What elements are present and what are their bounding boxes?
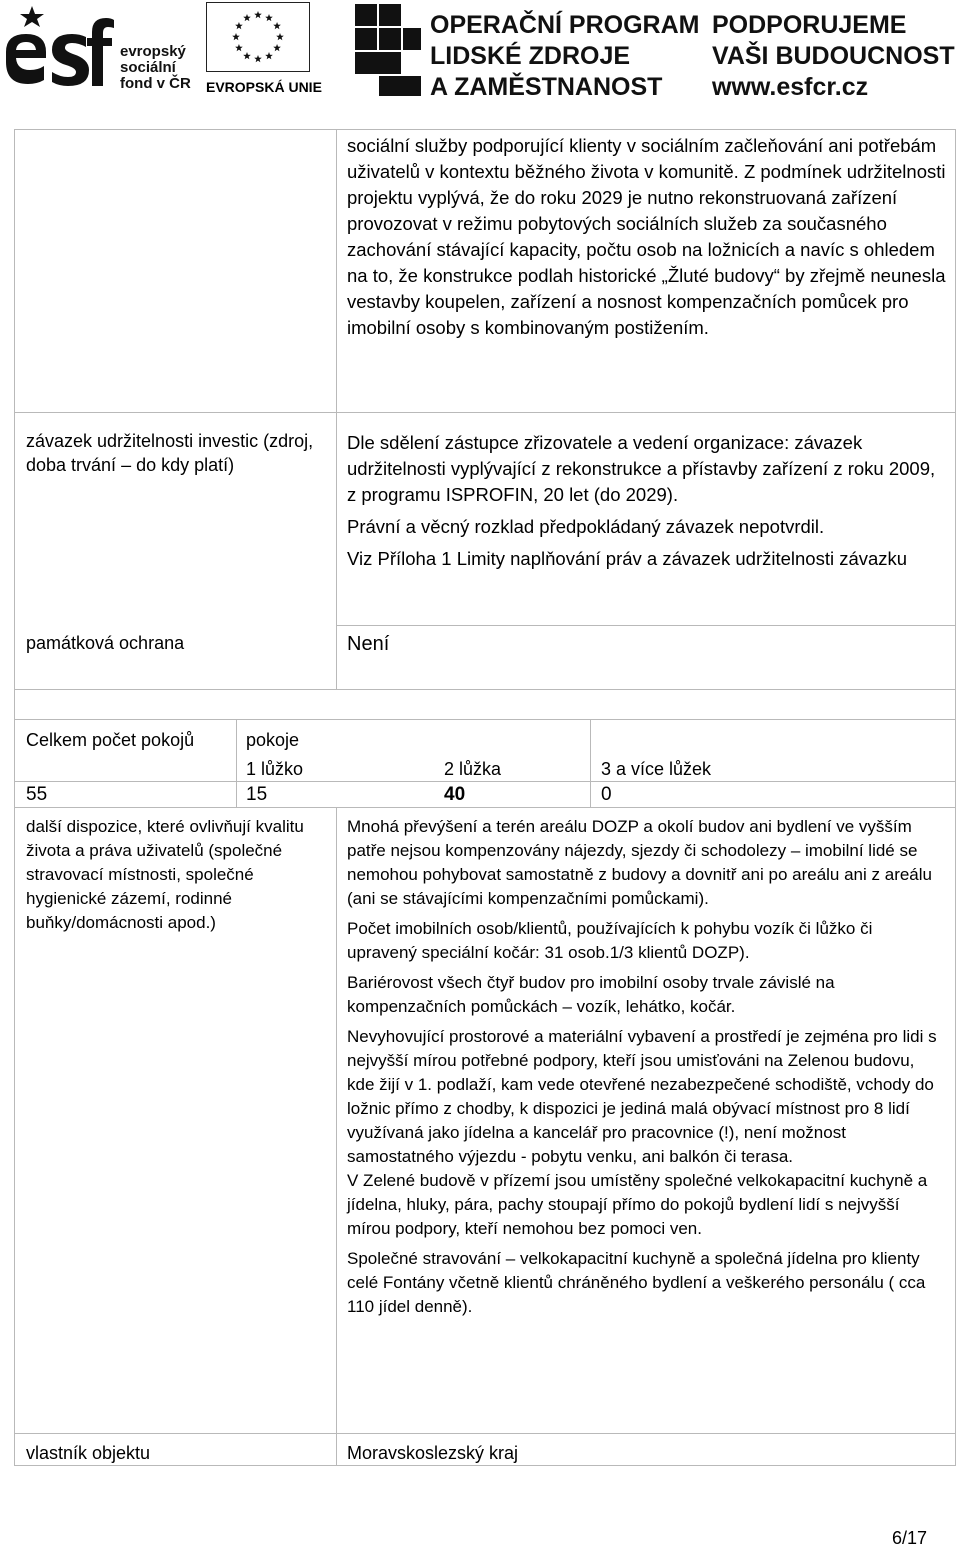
eu-star-icon	[276, 33, 284, 40]
eu-star-icon	[273, 22, 281, 29]
bed3-label: 3 a více lůžek	[601, 759, 712, 779]
bed1-label: 1 lůžko	[246, 759, 304, 779]
dispositions-value: Mnohá převýšení a terén areálu DOZP a okolí budov ani bydlení ve vyšším patře nejsou kompenzovány nájezdy, sjezdy či schodolezy – imobilní lidé se nemohou pohybovat samostatně z budovy a dovnitř ani po areálu ani z areálu (ani se stávajícími kompenzačními pomůckami). Počet imobilních osob/klientů, používajících k pohybu vozík či lůžko či upravený speciální kočár: 31 osob.1/3 klientů DOZP). Bariérovost všech čtyř budov pro imobilní osoby trvale závislé na kompenzačních pomůckách – vozík, lehátko, kočár. Nevyhovující prostorové a materiální vybavení a prostředí je zejména pro lidi s nejvyšší mírou potřebné podpory, kteří jsou umisťováni na Zelenou budovu, kde žijí v 1. podlaží, kam vede otevřené nezabezpečené schodiště, vchody do ložnic přímo z chodby, k dispozici je jediná malá obývací místnost pro 8 lidí využívaná jako jídelna a kancelář pro pracovnice (!), není možnost samostatného výjezdu - pobytu venku, ani balkón či terasa. V Zelené budově v přízemí jsou umístěny společné velkokapacitní kuchyně a jídelna, hluky, pára, pachy stoupají přímo do pokojů bydlení lidí s nejvyšší mírou podpory, kteří nemohou bez pomoci ven. Společné stravování – velkokapacitní kuchyně a společná jídelna pro klienty celé Fontány včetně klientů chráněného bydlení a veškerého personálu ( cca 110 jídel denně).	[347, 817, 937, 1316]
owner-label: vlastník objektu	[26, 1443, 151, 1463]
header-logos	[0, 0, 960, 100]
op-logo-icon	[355, 4, 421, 96]
eu-star-icon	[232, 33, 240, 40]
dispositions-label: další dispozice, které ovlivňují kvalitu života a práva uživatelů (společné stravovací místnosti, společné hygienické zázemí, rodinné buňky/domácnosti apod.)	[26, 817, 304, 932]
eu-flag-icon	[206, 2, 310, 72]
page-number: 6/17	[892, 1528, 928, 1548]
owner-value: Moravskoslezský kraj	[347, 1443, 519, 1463]
total-value: 55	[26, 784, 48, 805]
eu-star-icon	[265, 52, 273, 59]
commitment-label: závazek udržitelnosti investic (zdroj, doba trvání – do kdy platí)	[26, 431, 314, 475]
bed1-value: 15	[246, 784, 268, 805]
heritage-label: památková ochrana	[26, 633, 185, 653]
esf-caption: evropský sociální fond v ČR	[120, 43, 191, 92]
rooms-total-label: Celkem počet pokojů	[26, 730, 195, 750]
esf-logo-icon	[2, 2, 114, 96]
eu-star-icon	[235, 44, 243, 51]
eu-star-icon	[254, 55, 262, 62]
eu-star-icon	[254, 11, 262, 18]
eu-star-icon	[235, 22, 243, 29]
bed2-label: 2 lůžka	[444, 759, 502, 779]
eu-star-icon	[243, 52, 251, 59]
eu-star-icon	[265, 14, 273, 21]
commitment-value: Dle sdělení zástupce zřizovatele a vedení organizace: závazek udržitelnosti vyplývající z rekonstrukce a přístavby zařízení z roku 2009, z programu ISPROFIN, 20 let (do 2029). Právní a věcný rozklad předpokládaný závazek nepotvrdil. Viz Příloha 1 Limity naplňování práv a závazek udržitelnosti závazku	[347, 432, 936, 569]
rooms-label: pokoje	[246, 730, 300, 750]
op-title: OPERAČNÍ PROGRAM LIDSKÉ ZDROJE A ZAMĚSTNANOST	[430, 11, 700, 101]
eu-caption: EVROPSKÁ UNIE	[206, 79, 322, 95]
bed3-value: 0	[601, 784, 612, 805]
eu-star-icon	[243, 14, 251, 21]
heritage-value: Není	[347, 633, 390, 655]
project-context-text: sociální služby podporující klienty v sociálním začleňování ani potřebám uživatelů v kontextu běžného života v komunitě. Z podmínek udržitelnosti projektu vyplývá, že do roku 2029 je nutno rekonstruovaná zařízení provozovat v režimu pobytových sociálních služeb za současného zachování stávající kapacity, počtu osob na ložnicích a navíc s ohledem na to, že konstrukce podlah historické „Žluté budovy“ by zřejmě neunesla vestavby koupelen, zařízení a nosnost kompenzačních pomůcek pro imobilní osoby s kombinovaným postižením.	[347, 135, 946, 338]
support-title: PODPORUJEME VAŠI BUDOUCNOST www.esfcr.cz	[712, 11, 955, 101]
bed2-value: 40	[444, 784, 466, 805]
eu-star-icon	[273, 44, 281, 51]
